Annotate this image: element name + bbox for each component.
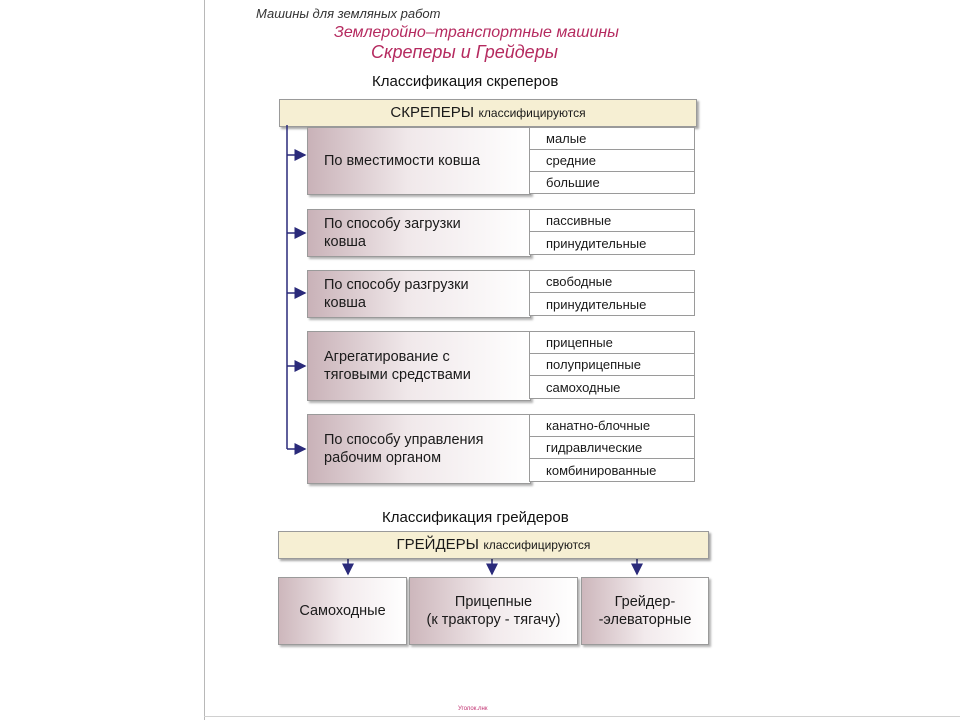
scraper-category-label: По способу управления рабочим органом — [324, 432, 484, 466]
subject-heading: Машины для земляных работ — [256, 6, 441, 21]
scraper-option: гидравлические — [529, 436, 695, 459]
scraper-option: полуприцепные — [529, 353, 695, 376]
slide-title: Скреперы и Грейдеры — [371, 42, 558, 62]
scraper-option: самоходные — [529, 375, 695, 399]
grader-type-box: Грейдер- -элеваторные — [581, 577, 709, 645]
scraper-category-label: По вместимости ковша — [324, 153, 481, 169]
scraper-category-label: По способу загрузки ковша — [324, 216, 461, 250]
scraper-option: свободные — [529, 270, 695, 293]
scraper-option: комбинированные — [529, 458, 695, 482]
scraper-option: средние — [529, 149, 695, 172]
scrapers-header-main: СКРЕПЕРЫ — [390, 104, 475, 121]
scrapers-section-title: Классификация скреперов — [372, 73, 559, 90]
grader-type-box: Прицепные (к трактору - тягачу) — [409, 577, 578, 645]
footer-mark: Уголок.лнк — [458, 706, 488, 712]
graders-header-box — [278, 531, 709, 559]
scraper-category-box — [307, 331, 531, 401]
grader-type-box: Самоходные — [278, 577, 407, 645]
scrapers-header-sub: классифицируются — [478, 106, 586, 120]
scraper-option: малые — [529, 127, 695, 150]
scraper-option: пассивные — [529, 209, 695, 232]
scraper-category-box — [307, 270, 531, 318]
scraper-category-label: По способу разгрузки ковша — [324, 277, 469, 311]
topic-heading: Землеройно–транспортные машины — [334, 24, 619, 41]
scraper-category-label: Агрегатирование с тяговыми средствами — [324, 349, 471, 383]
scraper-category-box — [307, 209, 531, 257]
scraper-option: принудительные — [529, 231, 695, 255]
graders-header-main: ГРЕЙДЕРЫ — [396, 536, 479, 553]
graders-header-sub: классифицируются — [483, 538, 591, 552]
scraper-option: прицепные — [529, 331, 695, 354]
scraper-category-box — [307, 127, 531, 195]
scraper-category-box — [307, 414, 531, 484]
scraper-option: канатно-блочные — [529, 414, 695, 437]
graders-section-title: Классификация грейдеров — [382, 509, 569, 526]
scraper-option: большие — [529, 171, 695, 194]
scraper-option: принудительные — [529, 292, 695, 316]
